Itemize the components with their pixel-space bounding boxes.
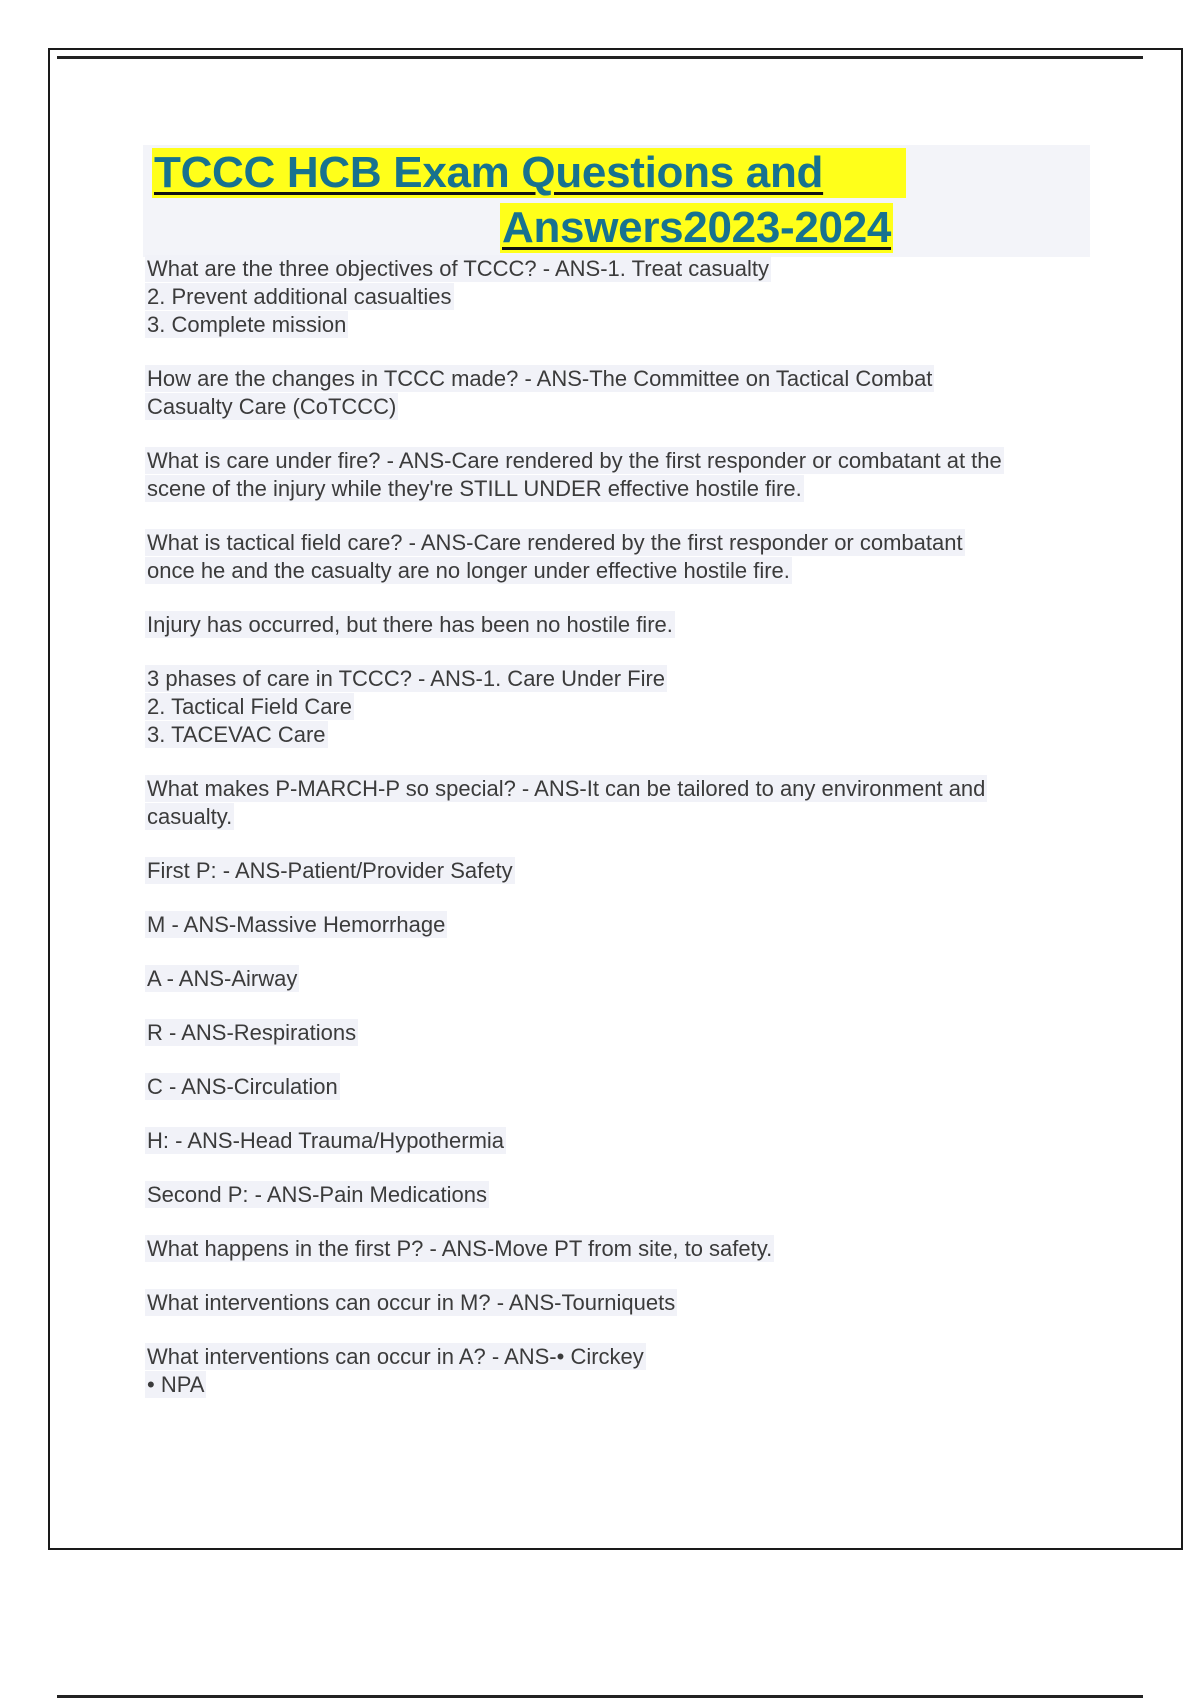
qa-entry xyxy=(145,1019,1095,1047)
qa-entry xyxy=(145,447,1095,503)
qa-entry xyxy=(145,665,1095,749)
qa-entry xyxy=(145,857,1095,885)
qa-line: Injury has occurred, but there has been no hostile fire. xyxy=(147,612,673,637)
qa-line: Second P: - ANS-Pain Medications xyxy=(147,1182,487,1207)
qa-entry xyxy=(145,775,1095,831)
qa-line: R - ANS-Respirations xyxy=(147,1020,357,1045)
qa-line: What interventions can occur in M? - ANS-Tourniquets xyxy=(147,1290,676,1315)
top-rule xyxy=(57,56,1143,59)
qa-entry xyxy=(145,965,1095,993)
qa-entry xyxy=(145,911,1095,939)
qa-line: 3. TACEVAC Care xyxy=(147,722,326,747)
qa-line: 2. Prevent additional casualties xyxy=(147,284,452,309)
qa-entry xyxy=(145,1127,1095,1155)
bottom-rule xyxy=(57,1695,1143,1698)
qa-line: What interventions can occur in A? - ANS-• Circkey xyxy=(147,1344,644,1369)
qa-entry xyxy=(145,611,1095,639)
qa-entry xyxy=(145,1181,1095,1209)
qa-line: scene of the injury while they're STILL UNDER effective hostile fire. xyxy=(147,476,802,501)
qa-line: What makes P-MARCH-P so special? - ANS-It can be tailored to any environment and xyxy=(147,776,986,801)
qa-line: 3 phases of care in TCCC? - ANS-1. Care Under Fire xyxy=(147,666,666,691)
qa-line: • NPA xyxy=(147,1372,205,1397)
qa-entry xyxy=(145,529,1095,585)
qa-entry xyxy=(145,1235,1095,1263)
qa-line: H: - ANS-Head Trauma/Hypothermia xyxy=(147,1128,505,1153)
qa-line: First P: - ANS-Patient/Provider Safety xyxy=(147,858,513,883)
qa-line: What is care under fire? - ANS-Care rendered by the first responder or combatant at the xyxy=(147,448,1002,473)
qa-entry xyxy=(145,1073,1095,1101)
qa-line: C - ANS-Circulation xyxy=(147,1074,338,1099)
qa-line: What are the three objectives of TCCC? - ANS-1. Treat casualty xyxy=(147,256,769,281)
qa-content xyxy=(145,255,1095,1425)
qa-line: 3. Complete mission xyxy=(147,312,347,337)
qa-entry xyxy=(145,255,1095,339)
qa-line: M - ANS-Massive Hemorrhage xyxy=(147,912,446,937)
qa-entry xyxy=(145,1343,1095,1399)
qa-line: What is tactical field care? - ANS-Care rendered by the first responder or combatant xyxy=(147,530,963,555)
qa-line: What happens in the first P? - ANS-Move PT from site, to safety. xyxy=(147,1236,773,1261)
document-title-line-1: TCCC HCB Exam Questions and xyxy=(152,148,906,198)
qa-entry xyxy=(145,365,1095,421)
qa-entry xyxy=(145,1289,1095,1317)
qa-line: How are the changes in TCCC made? - ANS-The Committee on Tactical Combat xyxy=(147,366,933,391)
qa-line: Casualty Care (CoTCCC) xyxy=(147,394,397,419)
qa-line: casualty. xyxy=(147,804,233,829)
document-title-line-2: Answers2023-2024 xyxy=(502,203,892,252)
qa-line: A - ANS-Airway xyxy=(147,966,298,991)
qa-line: once he and the casualty are no longer under effective hostile fire. xyxy=(147,558,790,583)
qa-line: 2. Tactical Field Care xyxy=(147,694,353,719)
